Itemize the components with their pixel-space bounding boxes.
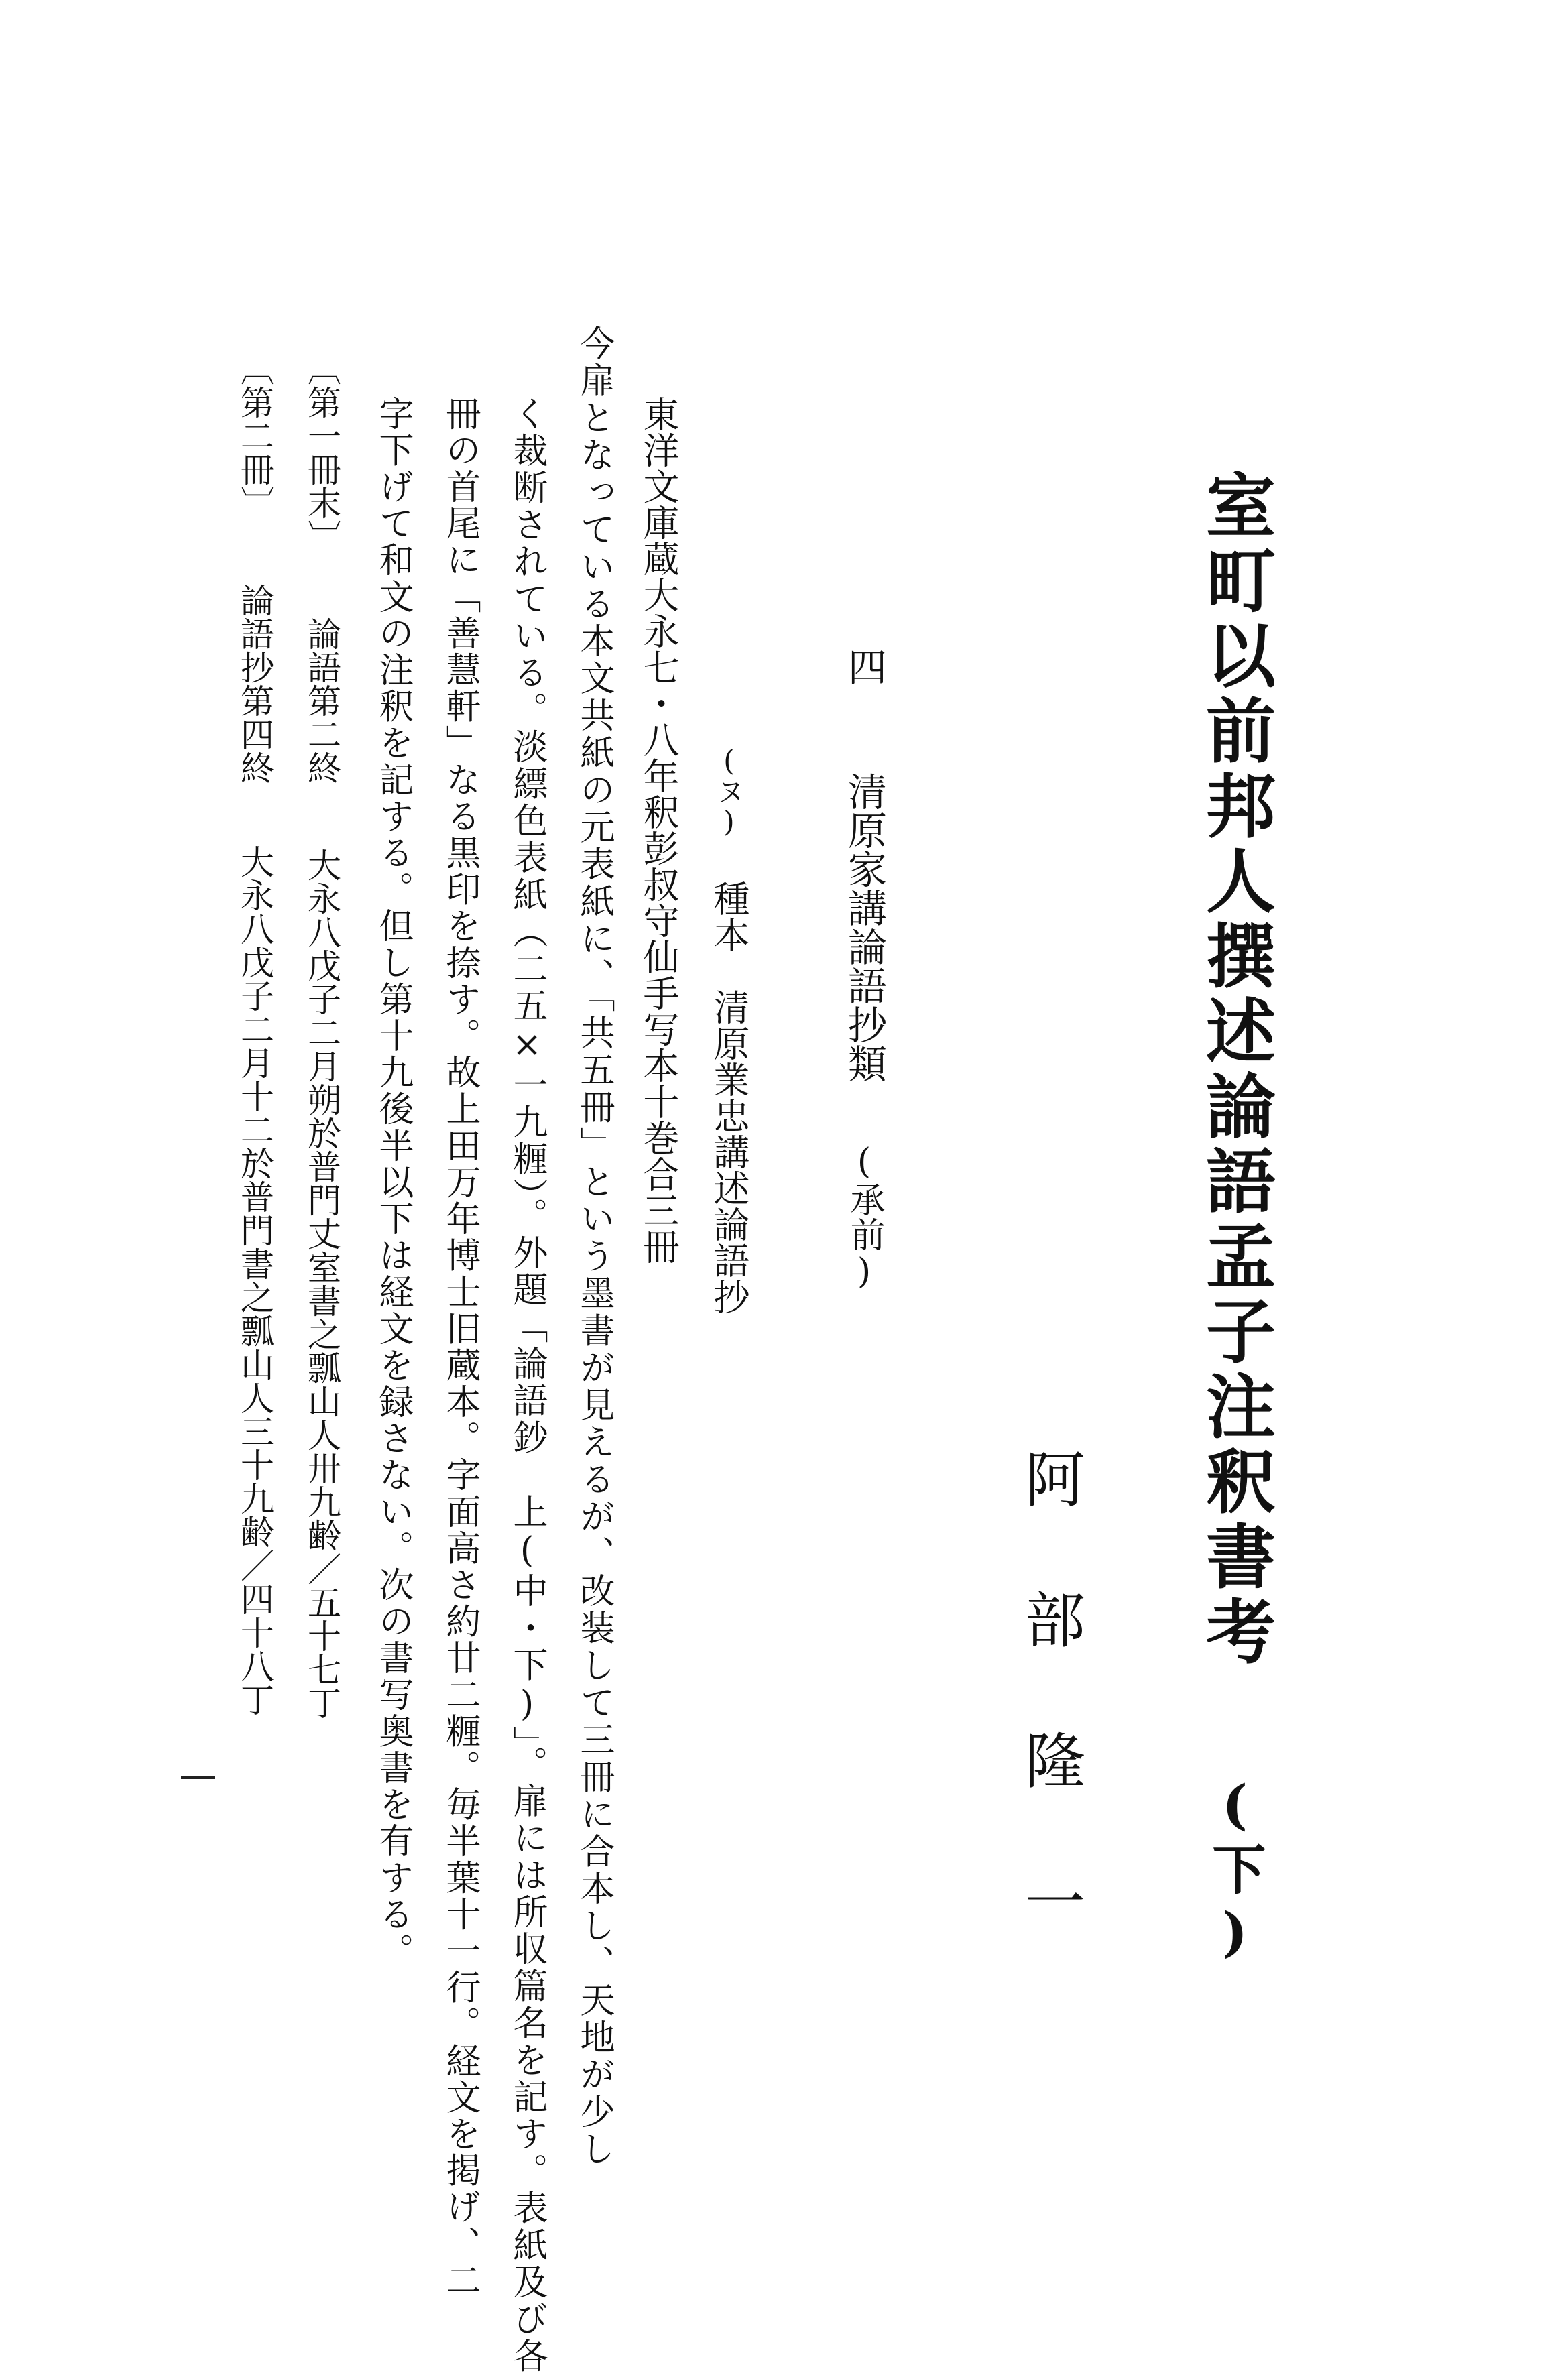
paragraph-line: 冊の首尾に「善慧軒」なる黒印を捺す。故上田万年博士旧蔵本。字面高さ約廿二糎。毎半葉十一行。経文を掲げ、二 bbox=[440, 395, 480, 2299]
colophon-first-volume bbox=[302, 352, 341, 1719]
colophon-label: 〔第一冊末〕 bbox=[302, 352, 341, 553]
section-note: (承前) bbox=[844, 1142, 884, 1292]
paragraph-line: く裁断されている。淡縹色表紙（二五×一九糎）。外題「論語鈔 上(中・下)」。扉には所収篇名を記す。表紙及び各 bbox=[507, 395, 547, 2375]
colophon-second-volume bbox=[235, 352, 274, 1716]
article-title bbox=[1194, 469, 1276, 1969]
colophon-chapter: 論語抄第四終 bbox=[235, 583, 274, 784]
entry-title bbox=[708, 744, 750, 1315]
section-number: 四 bbox=[841, 647, 887, 686]
colophon-note: 大永八戊子二月朔於普門丈室書之瓢山人卅九齢／五十七丁 bbox=[302, 848, 341, 1719]
title-text: 室町以前邦人撰述論語孟子注釈書考 bbox=[1194, 469, 1276, 1670]
entry-source: 東洋文庫蔵大永七・八年釈彭叔守仙手写本十巻合三冊 bbox=[638, 395, 680, 1264]
entry-mark: (ヌ) bbox=[713, 744, 745, 838]
colophon-label: 〔第二冊〕 bbox=[235, 352, 274, 520]
paragraph-line: 今扉となっている本文共紙の元表紙に、「共五冊」という墨書が見えるが、改装して三冊に合本し、天地が少し bbox=[574, 325, 614, 2168]
page-number bbox=[181, 1776, 215, 1779]
title-volume: (下) bbox=[1203, 1773, 1266, 1969]
section-title: 清原家講論語抄類 bbox=[841, 772, 887, 1083]
colophon-chapter: 論語第二終 bbox=[302, 617, 341, 784]
author-name: 阿部隆一 bbox=[1014, 1448, 1085, 2011]
colophon-note: 大永八戊子二月十二於普門書之瓢山人三十九齢／四十八丁 bbox=[235, 845, 274, 1716]
entry-title-text: 種本 清原業忠講述論語抄 bbox=[708, 880, 750, 1315]
paragraph-line: 字下げて和文の注釈を記する。但し第十九後半以下は経文を録さない。次の書写奥書を有する。 bbox=[373, 395, 413, 1969]
section-heading bbox=[841, 647, 887, 1292]
